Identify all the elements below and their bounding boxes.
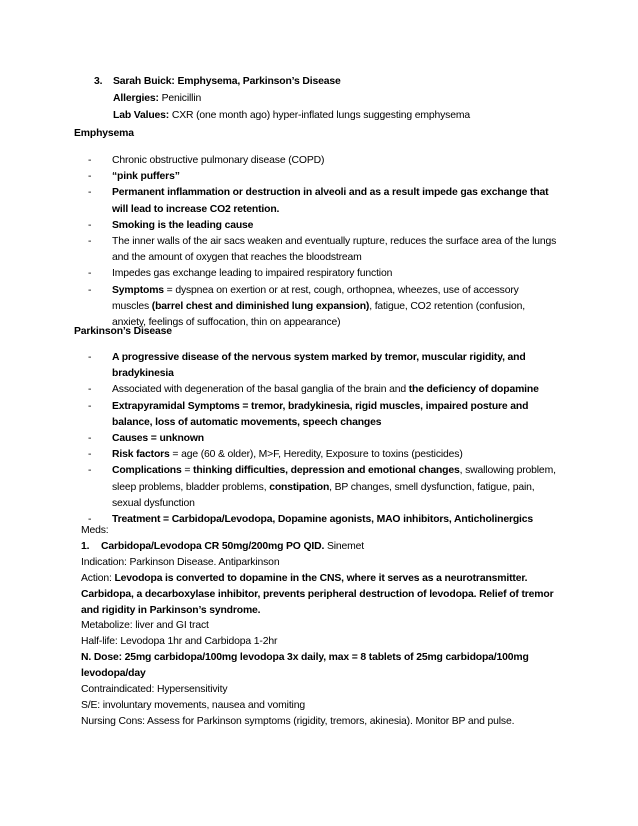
emphysema-item-text: Permanent inflammation or destruction in alveoli and as a result impede gas exchange that will lead to increase CO2 retention. (112, 187, 549, 215)
emphysema-item-text: Chronic obstructive pulmonary disease (COPD) (112, 155, 325, 166)
med-side-effects: S/E: involuntary movements, nausea and vomiting (81, 699, 305, 711)
emphysema-item (88, 283, 558, 332)
parkinsons-item-text: , swallowing problem, sleep problems, bladder problems, (112, 465, 556, 493)
emphysema-item-text: Smoking is the leading cause (112, 219, 254, 231)
parkinsons-item (88, 382, 558, 398)
med-action-prefix: Action: (81, 572, 115, 584)
parkinsons-item (88, 447, 558, 463)
lab-values-value: CXR (one month ago) hyper-inflated lungs suggesting emphysema (169, 110, 470, 121)
emphysema-item (88, 218, 558, 234)
med-drug: Carbidopa/Levodopa CR 50mg/200mg PO QID. (101, 540, 325, 552)
med-half-life: Half-life: Levodopa 1hr and Carbidopa 1-2hr (81, 636, 278, 648)
parkinsons-item-text: Associated with degeneration of the basal ganglia of the brain and (112, 384, 409, 396)
allergies-line (94, 90, 574, 107)
med-dose: N. Dose: 25mg carbidopa/100mg levodopa 3x daily, max = 8 tablets of 25mg carbidopa/100mg levodopa/day (81, 652, 529, 680)
parkinsons-item-text: Risk factors (112, 449, 170, 461)
allergies-value: Penicillin (158, 93, 202, 104)
emphysema-item-text: “pink puffers” (112, 171, 180, 183)
lab-values-line (94, 107, 574, 124)
emphysema-item (88, 169, 558, 185)
parkinsons-item-text: the deficiency of dopamine (408, 384, 539, 396)
parkinsons-item (88, 431, 558, 447)
med-indication: Indication: Parkinson Disease. Antiparkinson (81, 556, 280, 568)
patient-header (94, 73, 574, 124)
emphysema-item (88, 185, 558, 217)
parkinsons-item-text: thinking difficulties, depression and emotional changes (193, 465, 460, 477)
emphysema-item-text: = dyspnea on exertion or at rest, cough, orthopnea, wheezes, use of accessory muscles (112, 284, 519, 312)
parkinsons-item-text: constipation (269, 481, 330, 493)
patient-number: 3. (94, 76, 103, 87)
parkinsons-item-text: Complications (112, 465, 182, 477)
med-title-line (81, 539, 561, 555)
parkinsons-item (88, 399, 558, 431)
med-nursing-considerations: Nursing Cons: Assess for Parkinson symptoms (rigidity, tremors, akinesia). Monitor BP and pulse. (81, 715, 515, 727)
emphysema-item (88, 266, 558, 282)
parkinsons-item (88, 350, 558, 382)
meds-label: Meds: (81, 525, 109, 536)
parkinsons-item-text: A progressive disease of the nervous system marked by tremor, muscular rigidity, and bradykinesia (112, 352, 526, 380)
patient-name: Sarah Buick: Emphysema, Parkinson’s Disease (113, 76, 341, 87)
parkinsons-list (88, 350, 558, 528)
emphysema-heading: Emphysema (74, 128, 134, 139)
emphysema-item (88, 153, 558, 169)
lab-values-label: Lab Values: (113, 110, 170, 121)
parkinsons-item-text: , BP changes, smell dysfunction, fatigue, pain, sexual dysfunction (112, 481, 535, 509)
emphysema-item-text: The inner walls of the air sacs weaken and eventually rupture, reduces the surface area of the lungs and the amount of oxygen that reaches the bloodstream (112, 236, 557, 264)
meds-section (81, 523, 561, 730)
patient-name-line (94, 73, 574, 90)
parkinsons-item-text: Treatment = Carbidopa/Levodopa, Dopamine agonists, MAO inhibitors, Anticholinergics (112, 514, 534, 526)
parkinsons-item-text: = age (60 & older), M>F, Heredity, Exposure to toxins (pesticides) (169, 449, 463, 461)
emphysema-item-text: Symptoms (112, 284, 164, 296)
med-metabolize: Metabolize: liver and GI tract (81, 620, 209, 632)
parkinsons-item-text: Causes = unknown (112, 433, 205, 445)
emphysema-list (88, 153, 558, 331)
emphysema-item (88, 234, 558, 266)
med-number: 1. (81, 540, 90, 552)
med-action (81, 571, 561, 619)
med-action-text: Levodopa is converted to dopamine in the CNS, where it serves as a neurotransmitter. Carbidopa, a decarboxylase inhibitor, prevents peripheral destruction of levodopa. Relief of tremor and rigidity in Parkinson’s syndrome. (81, 572, 554, 616)
emphysema-item-text: Impedes gas exchange leading to impaired respiratory function (112, 268, 393, 280)
emphysema-item-text: , fatigue, CO2 retention (confusion, anxiety, feelings of suffocation, thin on appearance) (112, 300, 525, 329)
parkinsons-item-text: = (181, 465, 194, 477)
parkinsons-heading: Parkinson’s Disease (74, 326, 172, 337)
allergies-label: Allergies: (113, 93, 159, 104)
emphysema-item-text: (barrel chest and diminished lung expansion) (151, 300, 370, 312)
parkinsons-item-text: Extrapyramidal Symptoms = tremor, bradykinesia, rigid muscles, impaired posture and balance, loss of automatic movements, speech changes (112, 400, 529, 428)
med-brand: Sinemet (324, 540, 365, 552)
parkinsons-item (88, 463, 558, 512)
med-contraindicated: Contraindicated: Hypersensitivity (81, 684, 228, 696)
